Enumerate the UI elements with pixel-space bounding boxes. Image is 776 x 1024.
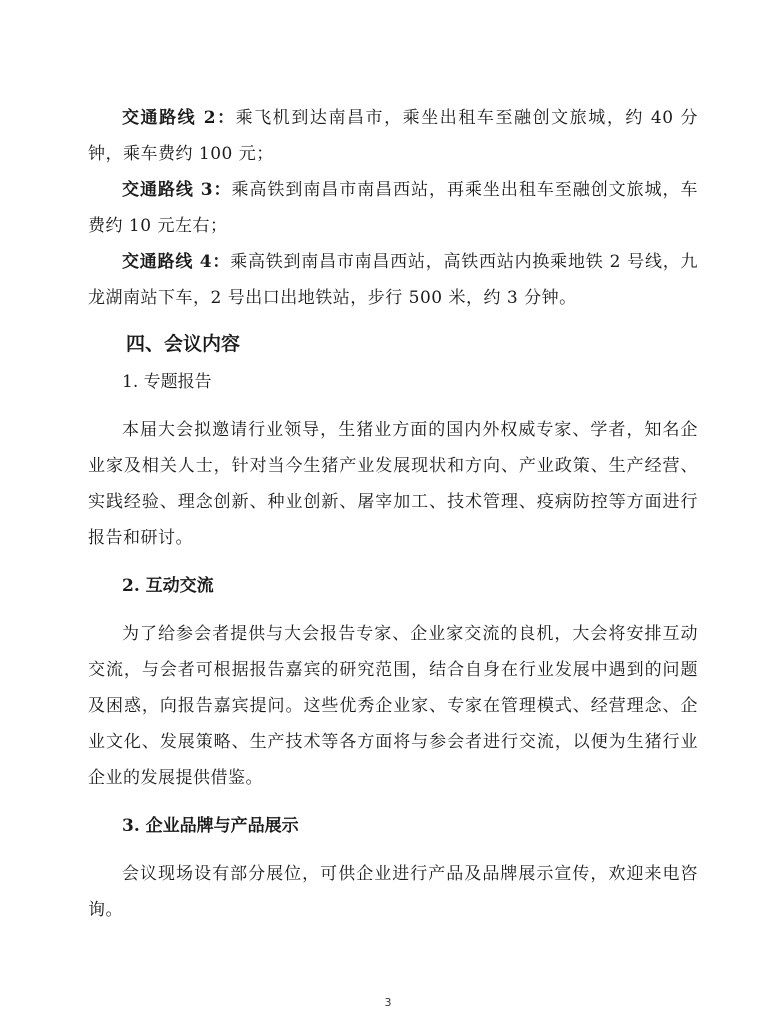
item-3-body: 会议现场设有部分展位，可供企业进行产品及品牌展示宣传，欢迎来电咨询。 bbox=[88, 864, 698, 920]
page-number: 3 bbox=[384, 996, 392, 1009]
section-heading: 四、会议内容 bbox=[126, 333, 241, 355]
route-3-label: 交通路线 3： bbox=[122, 180, 232, 200]
route-4-text: 乘高铁到南昌市南昌西站，高铁西站内换乘地铁 2 号线，九龙湖南站下车，2 号出口出地铁站，步行 500 米，约 3 分钟。 bbox=[88, 252, 698, 308]
item-3-title: 3. 企业品牌与产品展示 bbox=[122, 816, 299, 836]
route-3-text: 乘高铁到南昌市南昌西站，再乘坐出租车至融创文旅城，车费约 10 元左右； bbox=[88, 180, 699, 236]
page-content bbox=[88, 100, 698, 928]
item-2-title: 2. 互动交流 bbox=[122, 576, 214, 596]
route-2-text: 乘飞机到达南昌市，乘坐出租车至融创文旅城，约 40 分钟，乘车费约 100 元； bbox=[88, 108, 698, 164]
route-4-label: 交通路线 4： bbox=[122, 252, 231, 272]
route-2-label: 交通路线 2： bbox=[122, 108, 236, 128]
route-2-paragraph bbox=[88, 100, 698, 172]
item-1-title: 1. 专题报告 bbox=[122, 372, 212, 392]
route-3-paragraph bbox=[88, 172, 698, 244]
item-1-body: 本届大会拟邀请行业领导，生猪业方面的国内外权威专家、学者，知名企业家及相关人士，针对当今生猪产业发展现状和方向、产业政策、生产经营、实践经验、理念创新、种业创新、屠宰加工、技术管理、疫病防控等方面进行报告和研讨。 bbox=[88, 420, 698, 548]
item-2-body: 为了给参会者提供与大会报告专家、企业家交流的良机，大会将安排互动交流，与会者可根据报告嘉宾的研究范围，结合自身在行业发展中遇到的问题及困惑，向报告嘉宾提问。这些优秀企业家、专家在管理模式、经营理念、企业文化、发展策略、生产技术等各方面将与参会者进行交流，以便为生猪行业企业的发展提供借鉴。 bbox=[88, 624, 698, 788]
route-4-paragraph bbox=[88, 244, 698, 316]
